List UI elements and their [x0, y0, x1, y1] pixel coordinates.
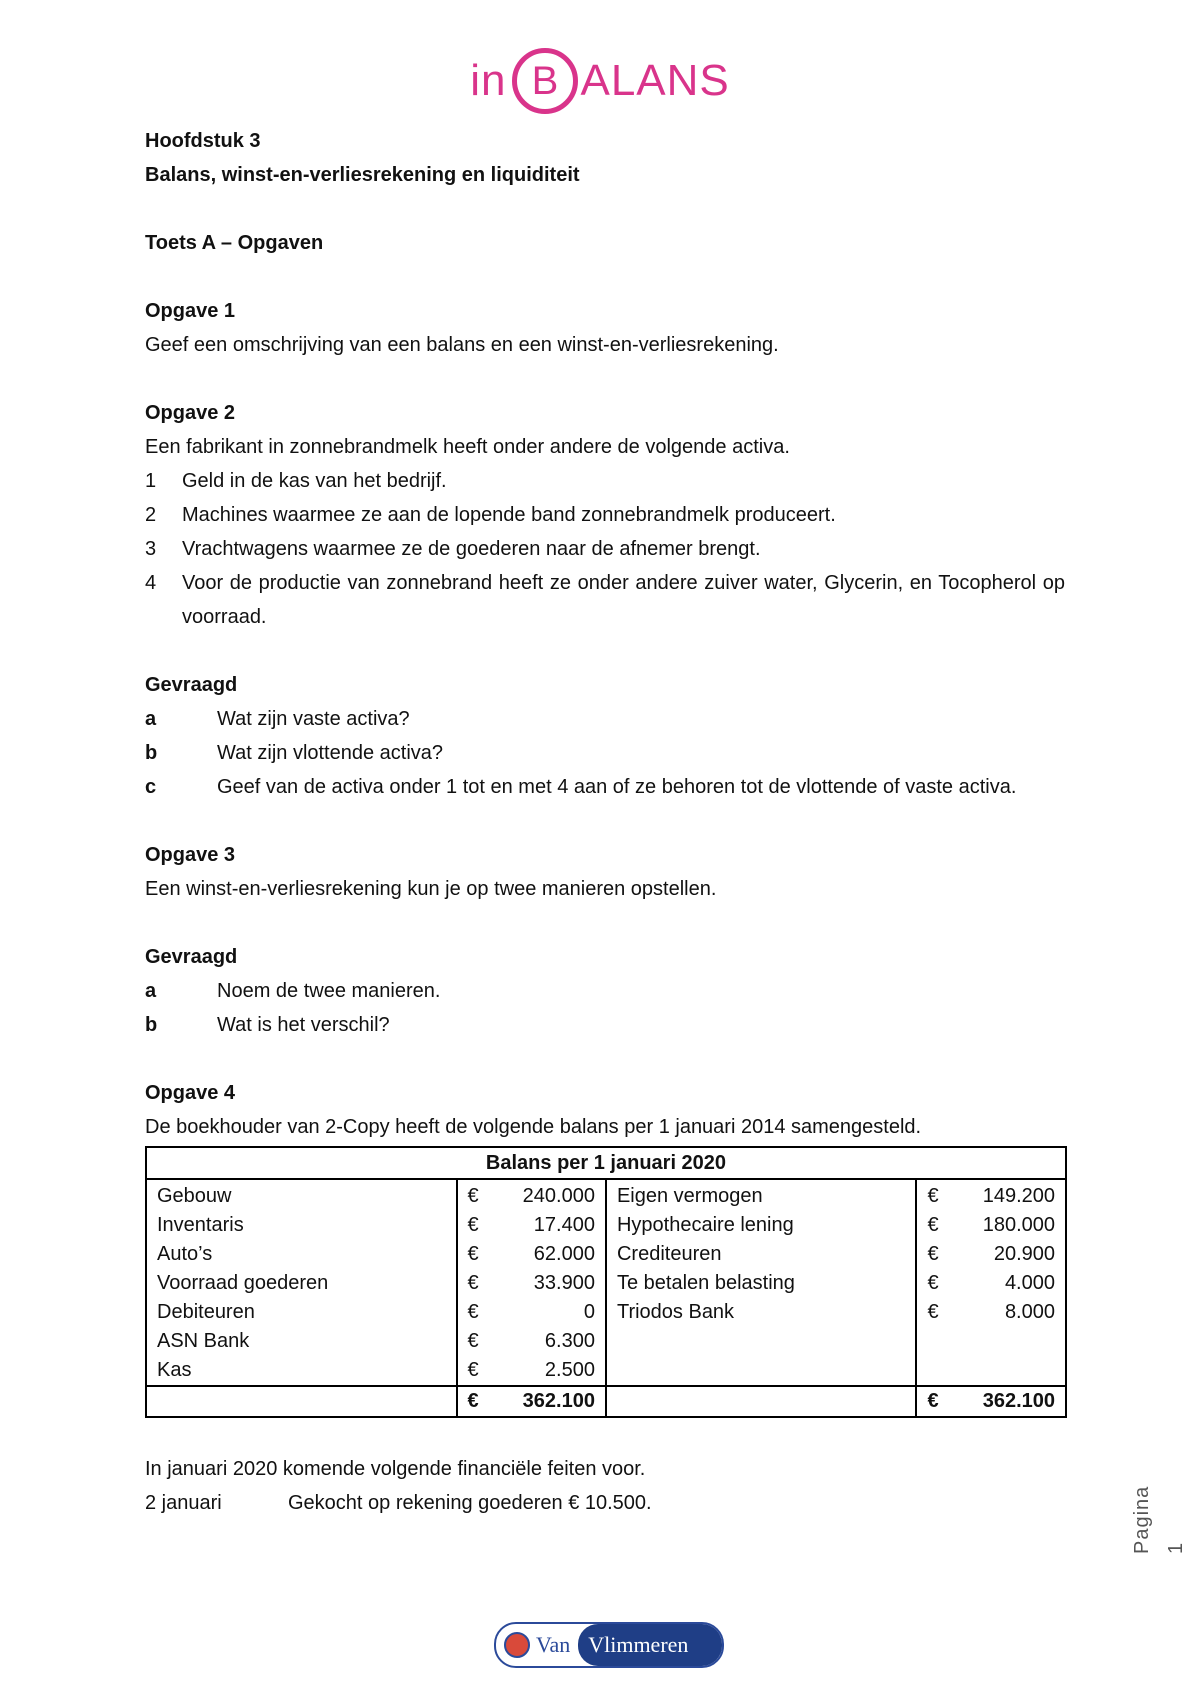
footer-logo-name: Vlimmeren: [578, 1624, 722, 1666]
total-right: 362.100: [949, 1386, 1066, 1417]
document-body: [145, 124, 1065, 1520]
feit-row: 2 januari Gekocht op rekening goederen € 10.500.: [145, 1492, 652, 1514]
question-item: a Noem de twee manieren.: [145, 980, 441, 1002]
opgave4-intro: De boekhouder van 2-Copy heeft de volgende balans per 1 januari 2014 samengesteld.: [145, 1116, 922, 1138]
feiten-intro: In januari 2020 komende volgende financiële feiten voor.: [145, 1458, 646, 1480]
logo-suffix: ALANS: [580, 56, 730, 105]
table-row: ASN Bank € 6.300: [146, 1327, 1066, 1356]
footer-logo-van: Van: [536, 1632, 571, 1657]
inbalans-logo: [0, 48, 1200, 114]
total-left: 362.100: [489, 1386, 606, 1417]
balans-table: [145, 1146, 1067, 1418]
list-item: 2 Machines waarmee ze aan de lopende band zonnebrandmelk produceert.: [145, 504, 836, 526]
question-item: a Wat zijn vaste activa?: [145, 708, 410, 730]
logo-ring-letter: B: [512, 48, 578, 114]
opgave3-intro: Een winst-en-verliesrekening kun je op twee manieren opstellen.: [145, 878, 717, 900]
table-row: Inventaris € 17.400 Hypothecaire lening € 180.000: [146, 1211, 1066, 1240]
globe-icon: [504, 1632, 530, 1658]
list-item: 1 Geld in de kas van het bedrijf.: [145, 470, 447, 492]
opgave1-title: Opgave 1: [145, 300, 236, 322]
question-item: c Geef van de activa onder 1 tot en met 4 aan of ze behoren tot de vlottende of vaste activa.: [145, 776, 1017, 798]
question-item: b Wat zijn vlottende activa?: [145, 742, 444, 764]
opgave2-intro: Een fabrikant in zonnebrandmelk heeft onder andere de volgende activa.: [145, 436, 790, 458]
chapter-title: Hoofdstuk 3: [145, 130, 261, 152]
table-row: Debiteuren € 0 Triodos Bank € 8.000: [146, 1298, 1066, 1327]
opgave3-gevraagd: Gevraagd: [145, 946, 238, 968]
opgave2-gevraagd: Gevraagd: [145, 674, 238, 696]
test-title: Toets A – Opgaven: [145, 232, 324, 254]
table-row: Kas € 2.500: [146, 1356, 1066, 1386]
balans-title: Balans per 1 januari 2020: [146, 1147, 1066, 1179]
opgave2-title: Opgave 2: [145, 402, 236, 424]
table-row: Voorraad goederen € 33.900 Te betalen belasting € 4.000: [146, 1269, 1066, 1298]
opgave3-title: Opgave 3: [145, 844, 236, 866]
table-row: Gebouw € 240.000 Eigen vermogen € 149.200: [146, 1179, 1066, 1211]
van-vlimmeren-logo: [494, 1622, 724, 1668]
balans-total-row: € 362.100 € 362.100: [146, 1386, 1066, 1417]
chapter-subtitle: Balans, winst-en-verliesrekening en liquiditeit: [145, 164, 580, 186]
list-item: 4 Voor de productie van zonnebrand heeft ze onder andere zuiver water, Glycerin, en Tocopherol op voorraad.: [145, 572, 1065, 628]
list-item: 3 Vrachtwagens waarmee ze de goederen naar de afnemer brengt.: [145, 538, 761, 560]
logo-prefix: in: [470, 56, 507, 105]
table-row: Auto’s € 62.000 Crediteuren € 20.900: [146, 1240, 1066, 1269]
opgave4-title: Opgave 4: [145, 1082, 236, 1104]
opgave1-text: Geef een omschrijving van een balans en een winst-en-verliesrekening.: [145, 334, 779, 356]
question-item: b Wat is het verschil?: [145, 1014, 390, 1036]
page-number: Pagina 1: [1131, 1485, 1187, 1554]
